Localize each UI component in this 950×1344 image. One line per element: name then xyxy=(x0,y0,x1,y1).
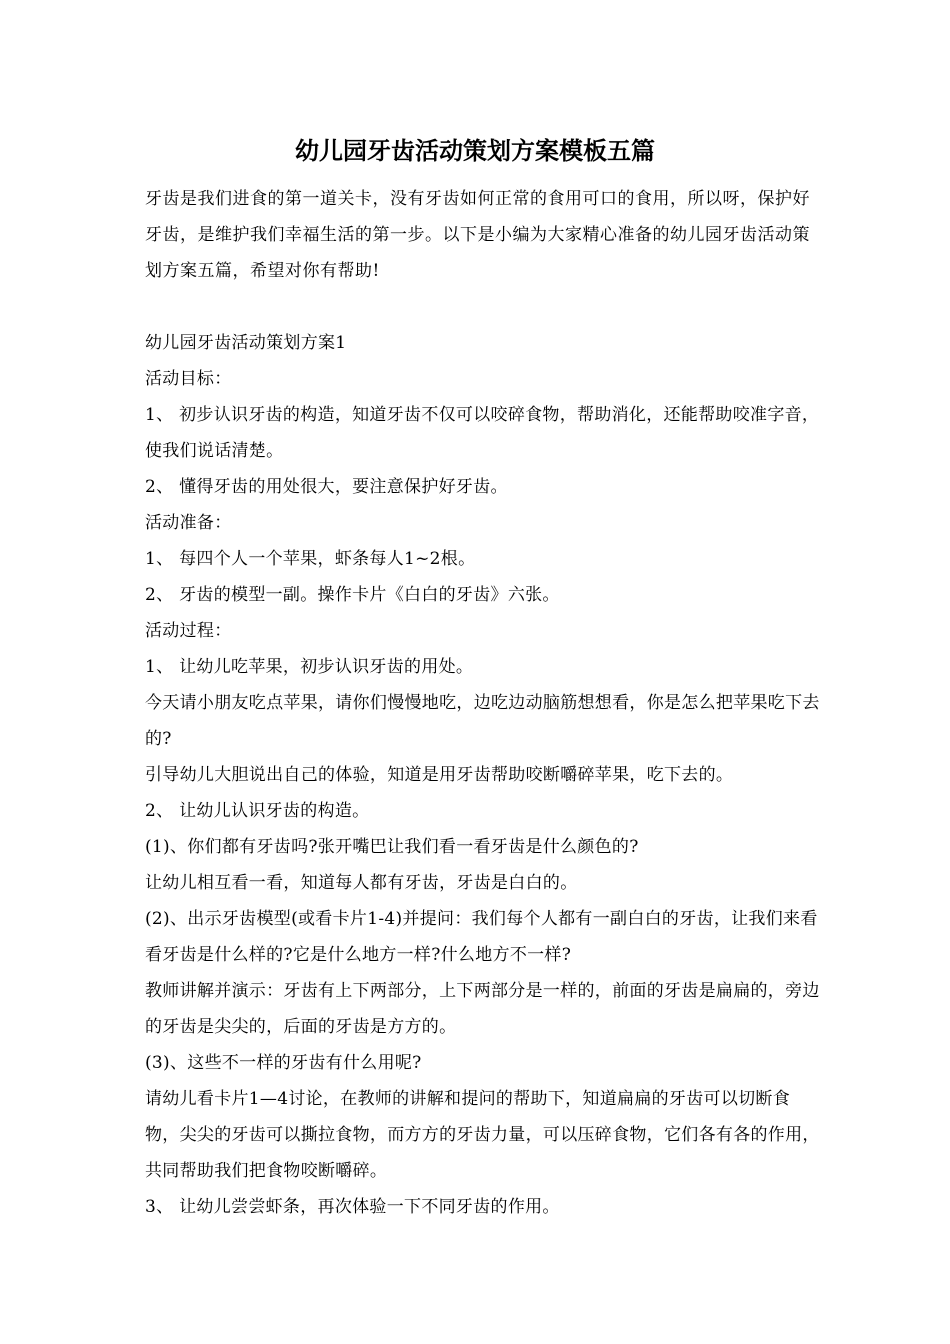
label-process: 活动过程： xyxy=(145,621,232,641)
paragraph: (2)、出示牙齿模型(或看卡片1-4)并提问：我们每个人都有一副白白的牙齿，让我们来看看牙齿是什么样的?它是什么地方一样?什么地方不一样? xyxy=(145,909,818,965)
paragraph: 今天请小朋友吃点苹果，请你们慢慢地吃，边吃边动脑筋想想看，你是怎么把苹果吃下去的? xyxy=(145,693,820,749)
label-goals: 活动目标： xyxy=(145,369,232,389)
paragraph: 2、 懂得牙齿的用处很大，要注意保护好牙齿。 xyxy=(145,477,508,497)
section-heading: 幼儿园牙齿活动策划方案1 xyxy=(145,333,347,353)
paragraph: 1、 初步认识牙齿的构造，知道牙齿不仅可以咬碎食物，帮助消化，还能帮助咬准字音，使我们说话清楚。 xyxy=(145,405,820,461)
paragraph: 让幼儿相互看一看，知道每人都有牙齿，牙齿是白白的。 xyxy=(145,873,578,893)
paragraph: 1、 让幼儿吃苹果，初步认识牙齿的用处。 xyxy=(145,657,474,677)
paragraph: 2、 让幼儿认识牙齿的构造。 xyxy=(145,801,370,821)
paragraph: (1)、你们都有牙齿吗?张开嘴巴让我们看一看牙齿是什么颜色的? xyxy=(145,837,639,857)
document-title: 幼儿园牙齿活动策划方案模板五篇 xyxy=(295,136,655,165)
paragraph: 教师讲解并演示：牙齿有上下两部分，上下两部分是一样的，前面的牙齿是扁扁的，旁边的牙齿是尖尖的，后面的牙齿是方方的。 xyxy=(145,981,820,1037)
paragraph: 请幼儿看卡片1—4讨论，在教师的讲解和提问的帮助下，知道扁扁的牙齿可以切断食物，尖尖的牙齿可以撕拉食物，而方方的牙齿力量，可以压碎食物，它们各有各的作用，共同帮助我们把食物咬断嚼碎。 xyxy=(145,1089,820,1181)
paragraph: (3)、这些不一样的牙齿有什么用呢? xyxy=(145,1053,422,1073)
paragraph-spacer xyxy=(145,289,820,325)
paragraph: 1、 每四个人一个苹果，虾条每人1~2根。 xyxy=(145,549,476,569)
paragraph: 2、 牙齿的模型一副。操作卡片《白白的牙齿》六张。 xyxy=(145,585,560,605)
intro-paragraph: 牙齿是我们进食的第一道关卡，没有牙齿如何正常的食用可口的食用，所以呀，保护好牙齿，是维护我们幸福生活的第一步。以下是小编为大家精心准备的幼儿园牙齿活动策划方案五篇，希望对你有帮助! xyxy=(145,189,810,281)
label-preparation: 活动准备： xyxy=(145,513,232,533)
paragraph: 引导幼儿大胆说出自己的体验，知道是用牙齿帮助咬断嚼碎苹果，吃下去的。 xyxy=(145,765,734,785)
paragraph: 3、 让幼儿尝尝虾条，再次体验一下不同牙齿的作用。 xyxy=(145,1197,560,1217)
document-body xyxy=(145,181,820,1225)
